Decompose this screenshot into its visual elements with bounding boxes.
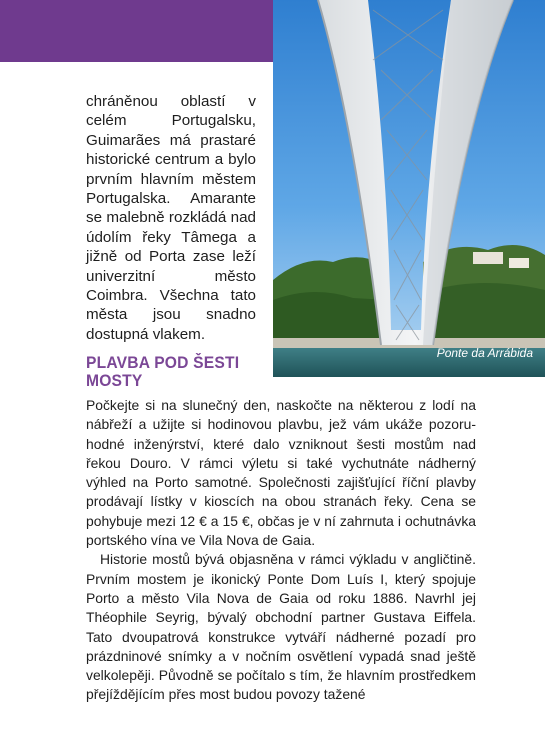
section-heading: PLAVBA POD ŠESTI MOSTY (86, 353, 240, 390)
header-accent-bar (0, 0, 273, 62)
bridge-photo-illustration (273, 0, 545, 377)
intro-paragraph: chráněnou oblastí v celém Portugalsku, Guimarães má prastaré historické centrum a bylo prvním hlavním městem Portugalska. Amarante se malebně rozkládá nad údolím řeky Tâmega a jižně od Porta zase leží univerzitní město Coimbra. Všechna tato města jsou snadno dostupná vlakem. (86, 93, 256, 343)
bridge-photo (273, 0, 545, 377)
body-paragraph-1: Počkejte si na slunečný den, naskočte na některou z lodí na nábřeží a užijte si hodinovou plavbu, jež vám ukáže pozoruhodné inženýrství, které dalo vzniknout šesti mostům nad řekou Douro. V rámci výletu si také vychutnáte nádherný výhled na Porto samotné. Společnosti zajišťující říční plavby prodávají lístky v kioscích na obou stranách řeky. Cena se pohybuje mezi 12 € a 15 €, občas je v ní zahrnuta i ochutnávka portského vína ve Vila Nova de Gaia. (86, 397, 476, 549)
photo-caption: Ponte da Arrábida (436, 346, 533, 360)
body-paragraph-2: Historie mostů bývá objasněna v rámci výkladu v angličtině. Prvním mostem je ikonický Ponte Dom Luís I, který spojuje Porto a město Vila Nova de Gaia od roku 1886. Navrhl jej Théophile Seyrig, bývalý obchodní partner Gustava Eiffela. Tato dvoupatrová konstrukce vytváří nádherné pozadí pro prázdninové snímky a v nočním osvětlení vypadá snad ještě velkolepěji. Původně se počítalo s tím, že hlavním prostředkem přejíždějícím přes most budou povozy tažené (86, 551, 476, 703)
section-body (86, 396, 476, 705)
